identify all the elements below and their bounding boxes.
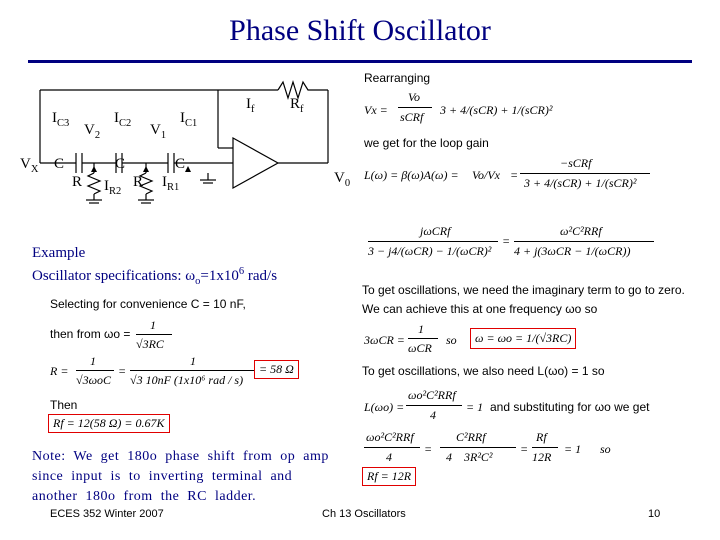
final-frac2-den: 4 3R²C² [446,450,493,464]
r-eq-frac2-num: 1 [190,354,196,368]
loop-gain-rhs-bar [520,173,650,174]
w-eq-so: so [446,333,457,347]
l-eq: L(ωo) = [364,400,405,414]
r-eq-frac1-num: 1 [90,354,96,368]
label-ic1: $I_{C1}$ [180,110,198,129]
omega-symbol: ω [185,268,196,284]
example-spec: Oscillator specifications: $\omega_o=1x10^6$ rad/s [32,266,278,287]
label-ic2: $I_{C2}$ [114,110,132,129]
r-eq-frac1-bar [76,370,114,371]
label-r2: R [133,174,144,190]
final-mid3: = 1 [564,442,582,456]
vx-frac-den: sCRf [400,110,424,124]
loop-gain-eq: L(ω) = β(ω)A(ω) = [364,168,459,182]
final-frac1-num: ωo²C²RRf [366,430,414,444]
final-frac2-num: C²RRf [456,430,486,444]
slide-title: Phase Shift Oscillator [229,14,491,47]
vx-bracket: 3 + 4/(sCR) + 1/(sCR)² [440,103,553,117]
then-text: Then [50,398,78,412]
loop-gain-frac: Vo/Vx [472,168,500,182]
r-eq-result: = 58 Ω [254,360,299,379]
w-eq-left: 3ωCR = [364,333,405,347]
final-frac1-bar [364,447,420,448]
l-eq-bar [406,405,462,406]
osc-text: To get oscillations, we need the imaginary term to go to zero. [362,283,685,297]
achieve-text: We can achieve this at one frequency ωo so [362,302,598,316]
l-eq-num: ωo²C²RRf [408,388,456,402]
footer-chapter: Ch 13 Oscillators [322,508,406,520]
label-ic3: $I_{C3}$ [52,110,70,129]
final-frac3-num: Rf [536,430,547,444]
footer-course: ECES 352 Winter 2007 [50,508,164,520]
jw-frac2-num: ω²C²RRf [560,224,602,238]
label-c1: C [54,156,65,172]
circuit-diagram [28,68,363,228]
then-from-num: 1 [150,318,156,332]
then-from-den: √3RC [136,337,164,351]
label-ir1: $I_{R1}$ [162,174,180,193]
jw-frac1-bar [368,241,498,242]
jw-frac2-den: 4 + j(3ωCR − 1/(ωCR)) [514,244,631,258]
example-heading: Example [32,245,86,261]
then-from-bar [136,334,172,335]
r-eq-frac2-den: √3 10nF (1x10⁶ rad / s) [130,373,244,387]
label-v1: $V_1$ [150,122,167,141]
loop-gain-text: we get for the loop gain [364,136,489,150]
loop-gain-mid: = [510,168,519,182]
final-frac1-den: 4 [386,450,392,464]
final-so: so [600,442,611,456]
r-eq-eq: = [118,364,127,378]
title-underline [28,60,692,63]
final-mid1: = [424,442,433,456]
jw-frac1-den: 3 − j4/(ωCR) − 1/(ωCR)² [368,244,492,258]
final-mid2: = [520,442,529,456]
jw-frac1-num: jωCRf [420,224,451,238]
final-frac3-den: 12R [532,450,552,464]
note-line-3: another 180o from the RC ladder. [32,489,257,504]
w-eq-frac-den: ωCR [408,341,432,355]
subst-text: and substituting for ωo we get [490,400,650,414]
also-text: To get oscillations, we also need L(ωo) = 1 so [362,364,605,378]
loop-gain-rhs-num: −sCRf [560,156,592,170]
loop-gain-rhs-den: 3 + 4/(sCR) + 1/(sCR)² [524,176,637,190]
w-eq-frac-num: 1 [418,322,424,336]
label-c2: C [115,156,126,172]
label-v2: $V_2$ [84,122,101,141]
vx-eq-left: Vx = [364,103,388,117]
label-rf: $R_f$ [290,96,304,115]
r-eq-left: R = [50,364,69,378]
final-frac2-bar [440,447,516,448]
label-v0: $V_0$ [334,170,351,189]
w-eq-frac-bar [408,338,438,339]
vx-frac-num: Vo [408,90,420,104]
jw-frac2-bar [514,241,654,242]
label-vx: $V_X$ [20,156,39,175]
vx-frac-bar [398,107,432,108]
select-text: Selecting for convenience C = 10 nF, [50,297,246,311]
rf-result: Rf = 12(58 Ω) = 0.67K [48,414,170,433]
l-eq-den: 4 [430,408,436,422]
label-c3: C [175,156,186,172]
final-frac3-bar [532,447,558,448]
r-eq-frac1-den: √3ωoC [76,373,112,387]
note-line-1: Note: We get 180o phase shift from op amp [32,449,329,464]
footer-page-number: 10 [648,508,661,520]
r-eq-frac2-bar [130,370,254,371]
label-if: $I_f$ [246,96,255,115]
note-line-2: since input is to inverting terminal and [32,469,293,484]
w-eq-result: ω = ωo = 1/(√3RC) [470,328,576,349]
l-eq-rhs: = 1 [466,400,484,414]
label-ir2: $I_{R2}$ [104,178,122,197]
jw-eq: = [502,234,511,248]
final-result: Rf = 12R [362,467,416,486]
label-r1: R [72,174,83,190]
rearranging-text: Rearranging [364,71,431,85]
then-from-text: then from ωo = [50,327,131,341]
